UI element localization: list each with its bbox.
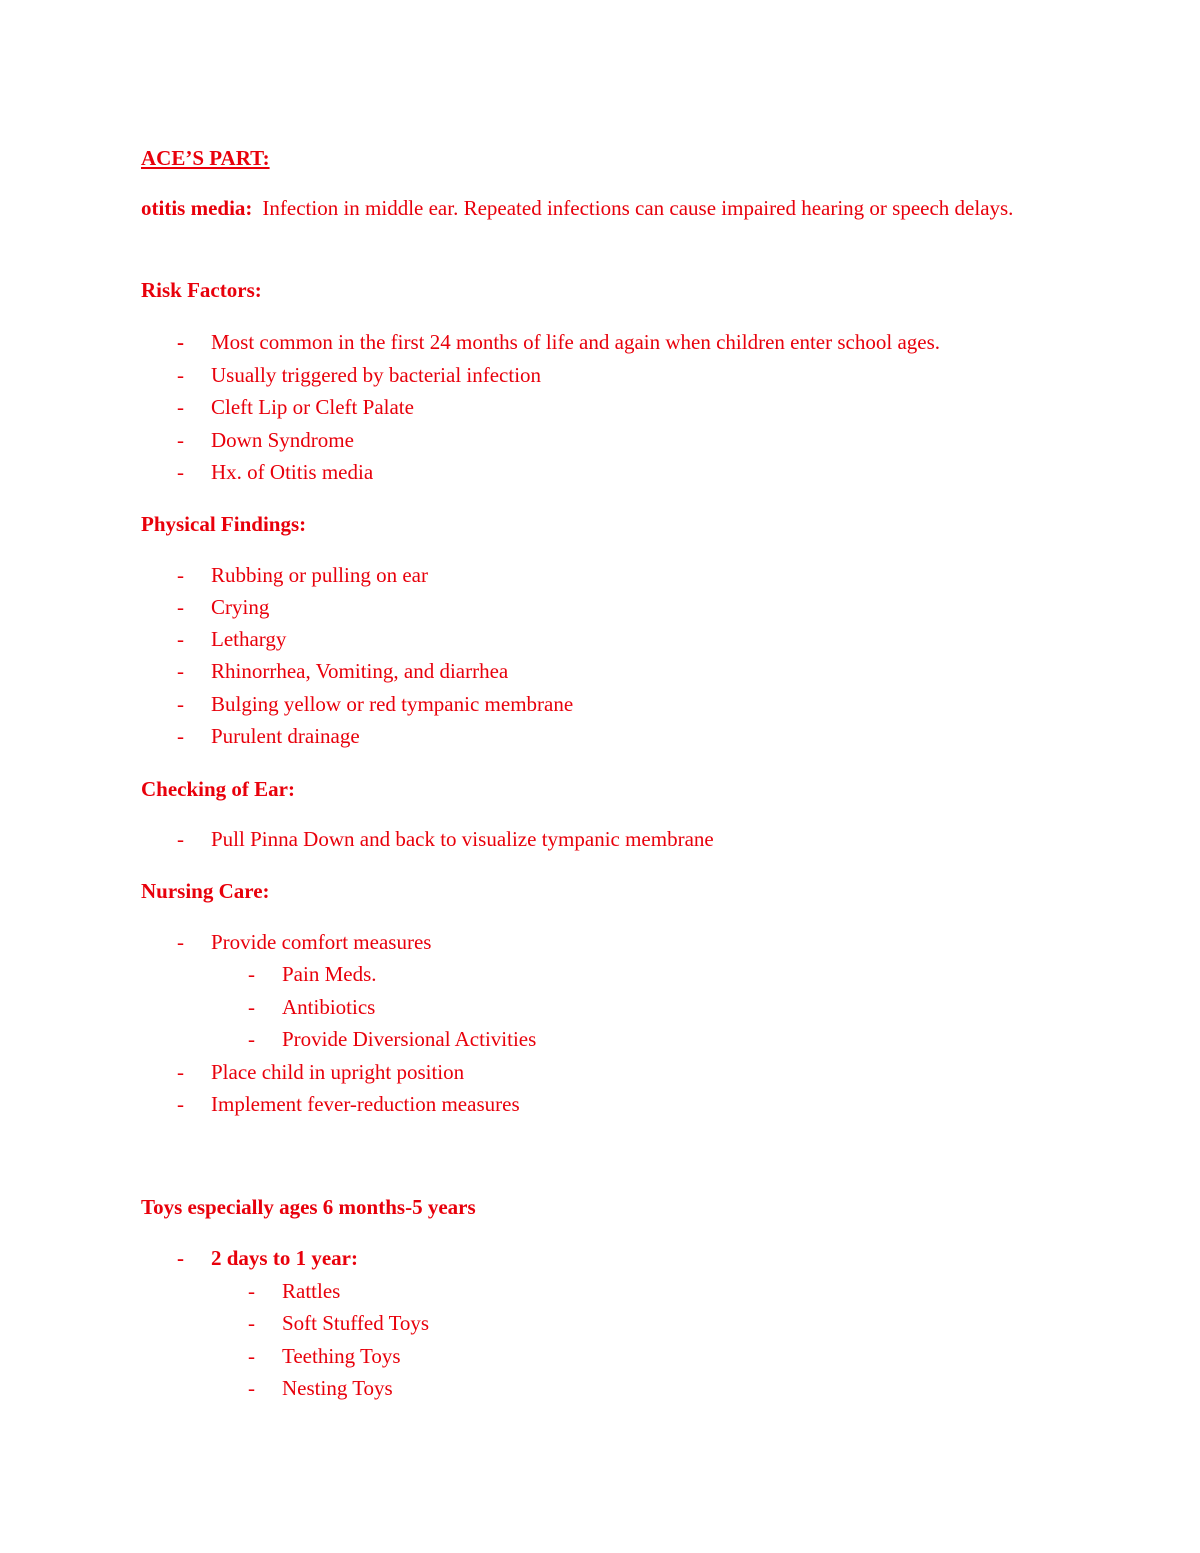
risk-factor-text: Down Syndrome — [211, 428, 354, 452]
finding-text: Bulging yellow or red tympanic membrane — [211, 692, 574, 716]
risk-factors-heading: Risk Factors: — [141, 278, 262, 302]
bullet-dash: - — [177, 827, 184, 851]
toy-text: Teething Toys — [282, 1344, 401, 1368]
toy-text: Rattles — [282, 1279, 341, 1303]
bullet-dash: - — [248, 1344, 255, 1368]
risk-factor-text: Hx. of Otitis media — [211, 460, 374, 484]
bullet-dash: - — [248, 962, 255, 986]
bullet-dash: - — [177, 1092, 184, 1116]
bullet-dash: - — [248, 995, 255, 1019]
toys-heading: Toys especially ages 6 months-5 years — [141, 1195, 476, 1219]
risk-factor-text: Usually triggered by bacterial infection — [211, 363, 542, 387]
bullet-dash: - — [248, 1279, 255, 1303]
bullet-dash: - — [248, 1376, 255, 1400]
comfort-measure-text: Antibiotics — [282, 995, 376, 1019]
bullet-dash: - — [177, 930, 184, 954]
comfort-measure-text: Provide Diversional Activities — [282, 1027, 537, 1051]
nursing-care-text: Implement fever-reduction measures — [211, 1092, 520, 1116]
toy-text: Soft Stuffed Toys — [282, 1311, 430, 1335]
bullet-dash: - — [177, 692, 184, 716]
finding-text: Lethargy — [211, 627, 287, 651]
nursing-care-heading: Nursing Care: — [141, 879, 270, 903]
intro-paragraph — [141, 192, 1071, 224]
bullet-dash: - — [177, 1246, 184, 1270]
nursing-care-text: Place child in upright position — [211, 1060, 465, 1084]
risk-factor-text: Most common in the first 24 months of life and again when children enter school ages. — [211, 330, 941, 354]
finding-text: Rubbing or pulling on ear — [211, 563, 428, 587]
bullet-dash: - — [177, 395, 184, 419]
bullet-dash: - — [177, 627, 184, 651]
intro-definition: Infection in middle ear. Repeated infections can cause impaired hearing or speech delays. — [262, 196, 1014, 220]
finding-text: Rhinorrhea, Vomiting, and diarrhea — [211, 659, 509, 683]
toys-group-label: 2 days to 1 year: — [211, 1246, 358, 1270]
intro-term: otitis media: — [141, 196, 253, 220]
bullet-dash: - — [177, 330, 184, 354]
finding-text: Crying — [211, 595, 270, 619]
bullet-dash: - — [248, 1311, 255, 1335]
risk-factor-text: Cleft Lip or Cleft Palate — [211, 395, 414, 419]
bullet-dash: - — [177, 460, 184, 484]
toy-text: Nesting Toys — [282, 1376, 393, 1400]
finding-text: Purulent drainage — [211, 724, 360, 748]
bullet-dash: - — [177, 428, 184, 452]
checking-ear-heading: Checking of Ear: — [141, 777, 295, 801]
physical-findings-heading: Physical Findings: — [141, 512, 307, 536]
bullet-dash: - — [177, 724, 184, 748]
bullet-dash: - — [177, 659, 184, 683]
checking-ear-text: Pull Pinna Down and back to visualize tympanic membrane — [211, 827, 714, 851]
nursing-care-text: Provide comfort measures — [211, 930, 432, 954]
comfort-measure-text: Pain Meds. — [282, 962, 377, 986]
bullet-dash: - — [248, 1027, 255, 1051]
document-title: ACE’S PART: — [141, 146, 270, 170]
bullet-dash: - — [177, 595, 184, 619]
bullet-dash: - — [177, 363, 184, 387]
bullet-dash: - — [177, 563, 184, 587]
bullet-dash: - — [177, 1060, 184, 1084]
